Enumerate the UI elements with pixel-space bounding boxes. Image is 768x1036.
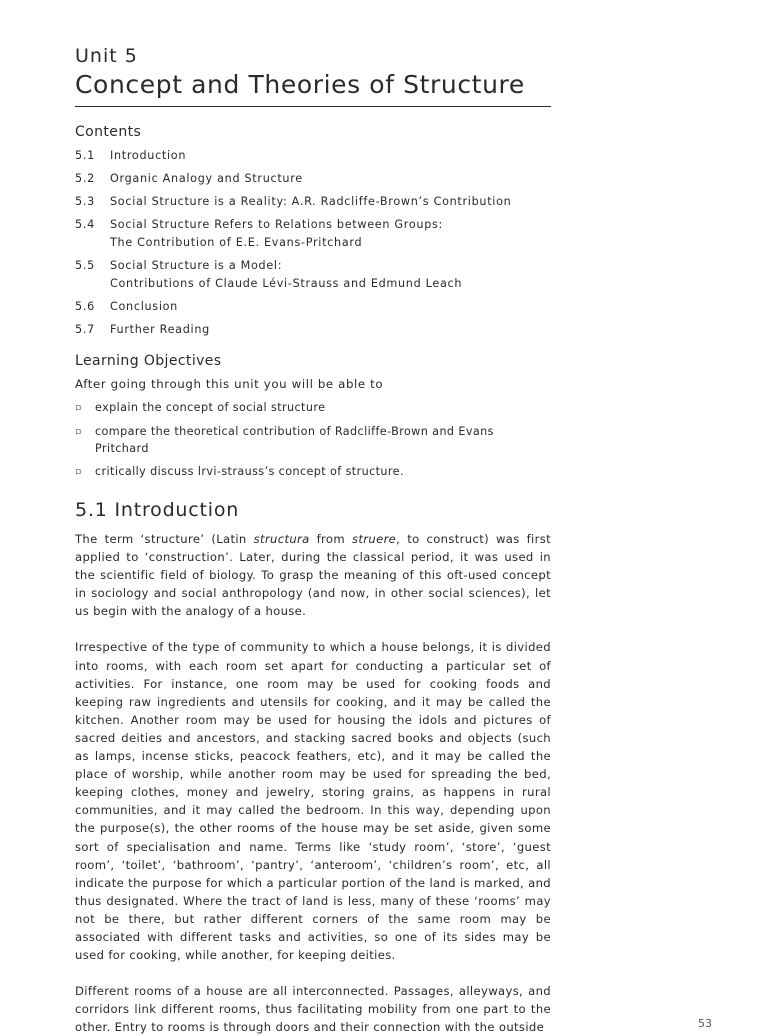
objectives-list [75, 399, 551, 481]
contents-item [75, 257, 551, 293]
contents-item-line: The Contribution of E.E. Evans-Pritchard [110, 236, 363, 249]
objective-item [75, 423, 551, 457]
title-rule [75, 106, 551, 107]
contents-item [75, 170, 551, 188]
contents-item-line: Social Structure is a Model: [110, 259, 283, 272]
contents-item [75, 321, 551, 339]
contents-item-line: Social Structure Refers to Relations between Groups: [110, 218, 443, 231]
contents-item-number: 5.4 [75, 218, 95, 231]
contents-item-number: 5.5 [75, 259, 95, 272]
contents-item-title: Conclusion [110, 300, 178, 313]
objective-item [75, 399, 551, 417]
contents-item-title: Organic Analogy and Structure [110, 172, 303, 185]
latin-term: structura [253, 532, 310, 546]
unit-label: Unit 5 [75, 45, 138, 67]
contents-item-number: 5.6 [75, 300, 95, 313]
contents-item [75, 298, 551, 316]
latin-term: struere [351, 532, 397, 546]
objective-text: critically discuss lrvi-strauss’s concept of structure. [95, 465, 404, 478]
contents-item-title [110, 257, 551, 293]
contents-item [75, 147, 551, 165]
contents-item [75, 216, 551, 252]
objective-item [75, 463, 551, 481]
contents-item-title: Introduction [110, 149, 187, 162]
square-bullet-icon: ▫ [75, 427, 82, 437]
page-number: 53 [698, 1017, 712, 1030]
learning-objectives-heading: Learning Objectives [75, 353, 222, 369]
contents-item-title: Further Reading [110, 323, 210, 336]
objectives-intro: After going through this unit you will be able to [75, 377, 384, 391]
contents-item [75, 193, 551, 211]
square-bullet-icon: ▫ [75, 467, 82, 477]
contents-item-line: Contributions of Claude Lévi-Strauss and Edmund Leach [110, 277, 463, 290]
contents-item-number: 5.1 [75, 149, 95, 162]
paragraph-text: from [309, 532, 352, 546]
contents-item-number: 5.7 [75, 323, 95, 336]
section-heading: 5.1 Introduction [75, 499, 240, 521]
contents-item-title [110, 216, 551, 252]
objective-text: compare the theoretical contribution of Radcliffe-Brown and Evans Pritchard [95, 425, 494, 455]
paragraph-text: The term ‘structure’ (Latin [75, 532, 254, 546]
contents-item-title: Social Structure is a Reality: A.R. Radcliffe-Brown’s Contribution [110, 195, 512, 208]
objective-text: explain the concept of social structure [95, 401, 326, 414]
contents-heading: Contents [75, 124, 142, 140]
paragraph: Irrespective of the type of community to which a house belongs, it is divided into rooms, with each room set apart for conducting a particular set of activities. For instance, one room may be used for cooking foods and keeping raw ingredients and utensils for cooking, and it may be called the kitchen. Another room may be used for housing the idols and pictures of sacred deities and ancestors, and stacking sacred books and objects (such as lamps, incense sticks, peacock feathers, etc), and it may be called the place of worship, while another room may be used for spreading the bed, keeping clothes, money and jewelry, storing grains, as happens in rural communities, and it may called the bedroom. In this way, depending upon the purpose(s), the other rooms of the house may be set aside, given some sort of specialisation and name. Terms like ‘study room’, ‘store’, ‘guest room’, ‘toilet’, ‘bathroom’, ‘pantry’, ‘anteroom’, ‘children’s room’, etc, all indicate the purpose for which a particular portion of the land is marked, and thus designated. Where the tract of land is less, many of these ‘rooms’ may not be there, but rather different corners of the same room may be associated with different tasks and activities, so one of its sides may be used for cooking, while another, for keeping deities. [75, 640, 551, 963]
contents-list [75, 147, 551, 339]
contents-item-number: 5.2 [75, 172, 95, 185]
square-bullet-icon: ▫ [75, 403, 82, 413]
document-page [75, 44, 551, 1036]
paragraph: Different rooms of a house are all interconnected. Passages, alleyways, and corridors link different rooms, thus facilitating mobility from one part to the other. Entry to rooms is through doors and their connection with the outside [75, 984, 551, 1035]
paragraph [75, 530, 551, 620]
unit-title: Concept and Theories of Structure [75, 70, 525, 99]
paragraph-text: , to construct) was first applied to ‘construction’. Later, during the classical period, it was used in the scientific field of biology. To grasp the meaning of this oft-used concept in sociology and social anthropology (and now, in other social sciences), let us begin with the analogy of a house. [75, 532, 552, 619]
contents-item-number: 5.3 [75, 195, 95, 208]
